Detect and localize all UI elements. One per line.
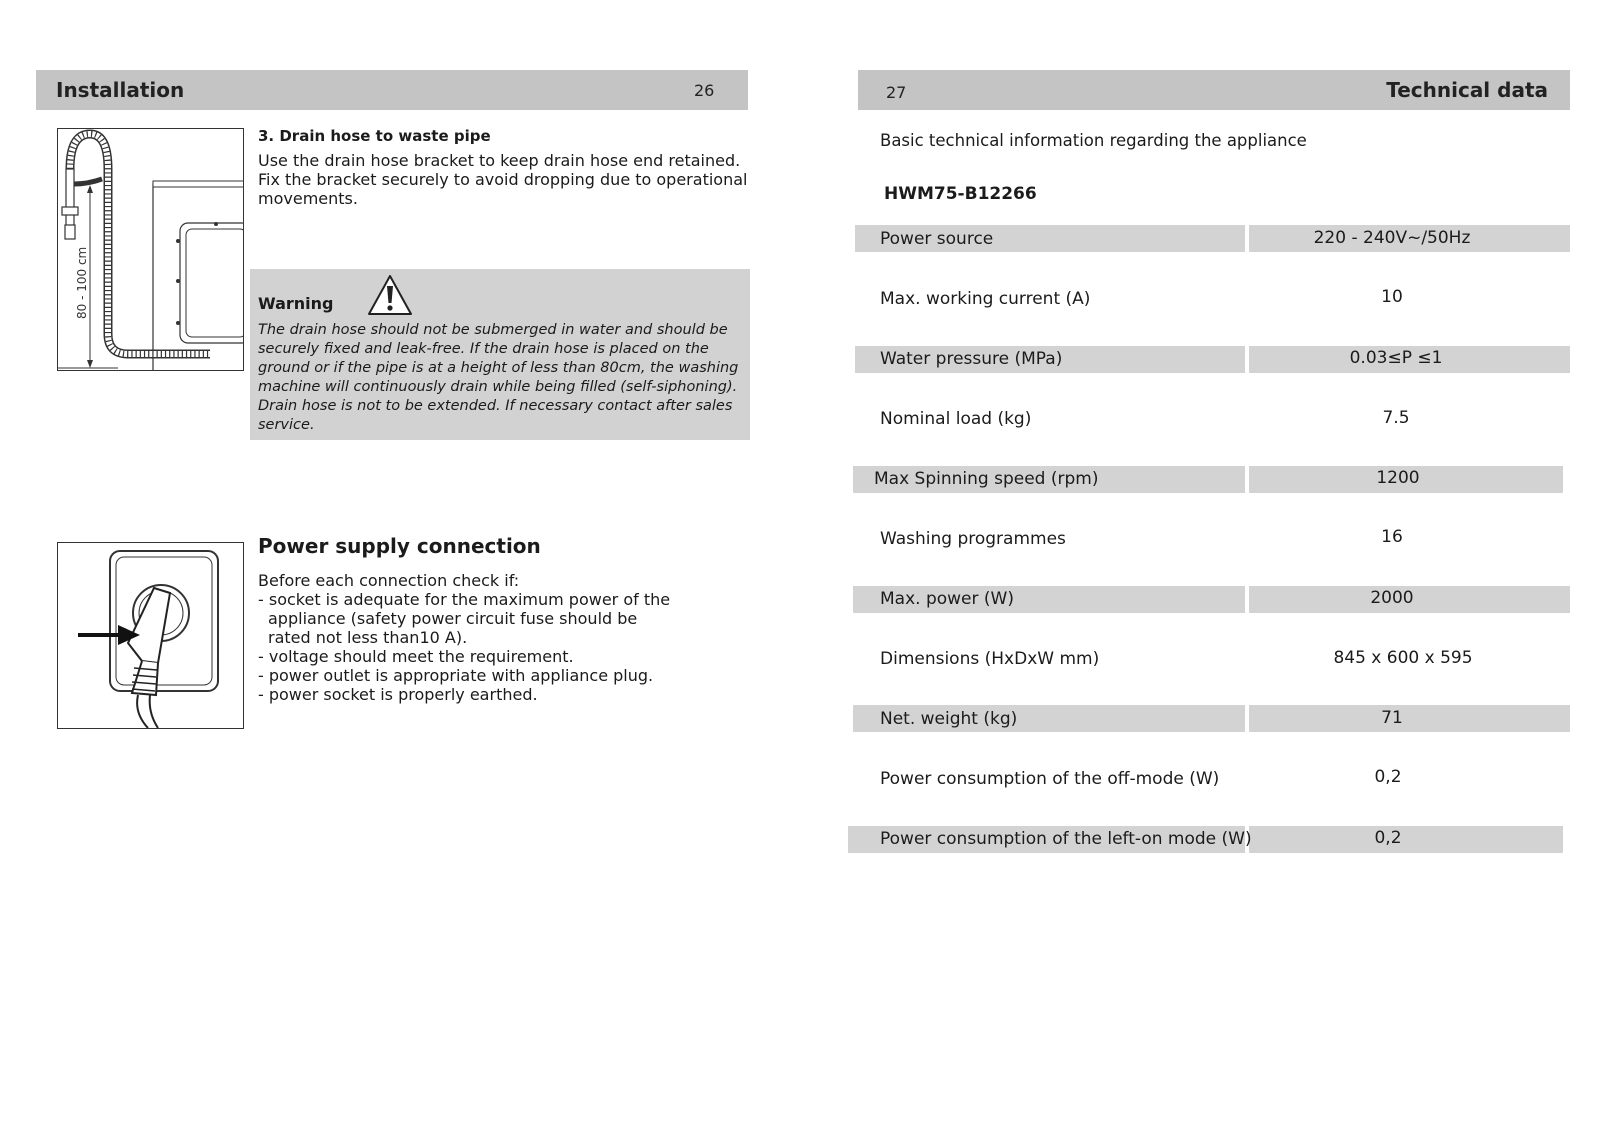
power-section-intro: Before each connection check if: [258,571,520,590]
tech-intro: Basic technical information regarding the appliance [880,131,1307,150]
left-page-number: 26 [694,81,715,100]
table-row-value: 10 [1381,287,1403,307]
table-row-label: Max. working current (A) [880,289,1091,309]
power-check-list [258,590,670,704]
list-item: - voltage should meet the requirement. [258,647,574,666]
table-row-value: 71 [1381,708,1403,728]
warning-text-line: service. [258,417,315,433]
drain-body-line: Use the drain hose bracket to keep drain hose end retained. [258,151,741,170]
drain-hose-figure [57,128,244,371]
left-page-header [36,70,748,110]
drain-section-body [258,151,758,208]
warning-text-line: The drain hose should not be submerged in water and should be [258,322,728,338]
model-number: HWM75-B12266 [884,184,1037,204]
table-row-label: Nominal load (kg) [880,409,1032,429]
right-page-number: 27 [886,83,907,102]
table-row-label: Max. power (W) [880,589,1014,609]
warning-title: Warning [258,294,334,313]
table-row-value: 0,2 [1374,767,1402,787]
drain-body-line: movements. [258,189,358,208]
table-row-value: 1200 [1376,468,1420,488]
drain-body-line: Fix the bracket securely to avoid dropping due to operational [258,170,748,189]
table-row-value: 2000 [1370,588,1414,608]
table-row-label: Water pressure (MPa) [880,349,1063,369]
table-row-value: 0,2 [1374,828,1402,848]
warning-box [250,269,750,440]
power-section-heading: Power supply connection [258,534,541,558]
warning-text-line: securely fixed and leak-free. If the drain hose is placed on the [258,341,709,357]
list-item: - power outlet is appropriate with appliance plug. [258,666,654,685]
list-item: rated not less than10 A). [268,628,468,647]
right-page-title: Technical data [1386,78,1548,102]
drain-section-heading: 3. Drain hose to waste pipe [258,127,491,145]
list-item: - socket is adequate for the maximum power of the [258,590,671,609]
warning-text-line: ground or if the pipe is at a height of less than 80cm, the washing [258,360,739,376]
list-item: - power socket is properly earthed. [258,685,538,704]
list-item: appliance (safety power circuit fuse should be [268,609,638,628]
left-page-title: Installation [56,78,185,102]
table-row-value: 0.03≤P ≤1 [1349,348,1443,368]
warning-text-line: Drain hose is not to be extended. If necessary contact after sales [258,398,733,414]
power-plug-figure [57,542,244,729]
table-row-label: Max Spinning speed (rpm) [874,469,1099,489]
table-row-label: Power consumption of the left-on mode (W) [880,829,1252,849]
table-row-value: 16 [1381,527,1403,547]
table-row-label: Power consumption of the off-mode (W) [880,769,1220,789]
table-row-value: 220 - 240V~/50Hz [1313,228,1471,248]
warning-text [258,321,738,435]
table-row-label: Net. weight (kg) [880,709,1018,729]
warning-text-line: machine will continuously drain while being filled (self-siphoning). [258,379,738,395]
right-page-header [858,70,1570,110]
table-row-label: Power source [880,229,994,249]
height-dimension-label: 80 - 100 cm [75,246,89,319]
table-row-value: 845 x 600 x 595 [1333,648,1473,668]
power-plug-illustration [58,543,243,728]
table-row-value: 7.5 [1382,408,1410,428]
table-row-label: Dimensions (HxDxW mm) [880,649,1100,669]
warning-triangle-icon [366,273,414,317]
drain-hose-illustration [58,129,243,370]
table-row-label: Washing programmes [880,529,1066,549]
